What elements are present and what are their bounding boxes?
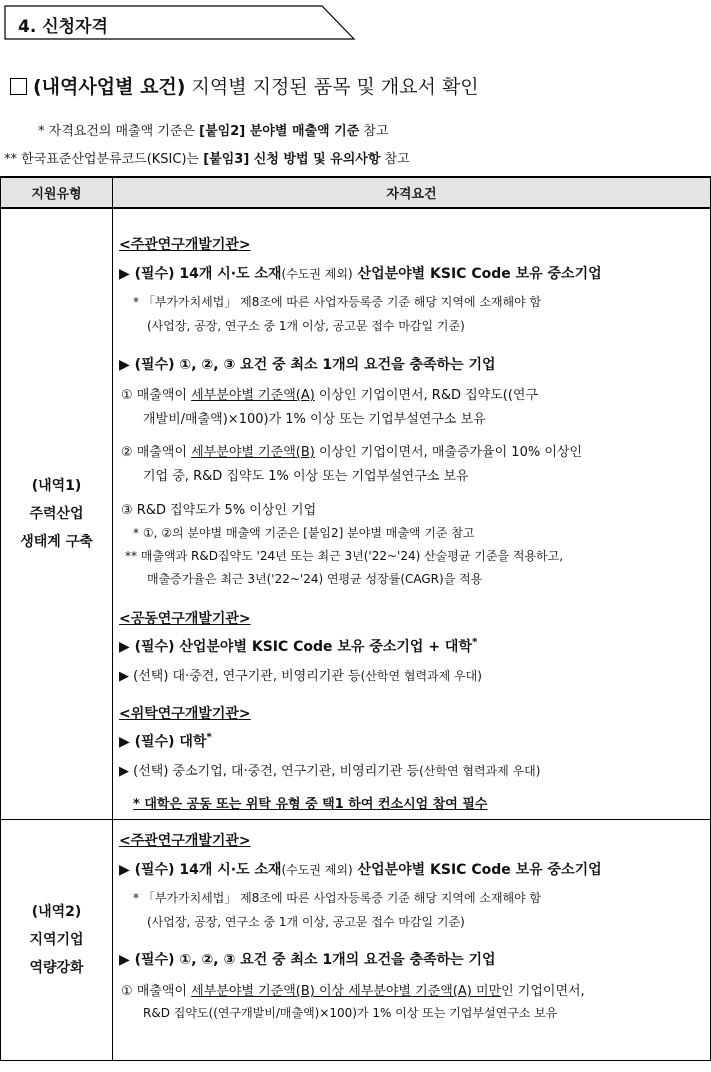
req-region: ▶ (필수) 14개 시·도 소재(수도권 제외) 산업분야별 KSIC Code 보유 중소기업	[119, 266, 602, 282]
type-cell-1: (내역1) 주력산업 생태계 구축	[1, 208, 113, 820]
criteria-note-2: ** 매출액과 R&D집약도 '24년 또는 최근 3년('22~'24) 산술평균 기준을 적용하고,	[125, 549, 564, 563]
requirements-heading	[10, 72, 479, 99]
heading-bold: (내역사업별 요건)	[33, 76, 186, 98]
req-criteria: ▶ (필수) ①, ②, ③ 요건 중 최소 1개의 요건을 충족하는 기업	[119, 952, 496, 968]
req-region-note: * 「부가가치세법」 제8조에 따른 사업자등록증 기준 해당 지역에 소재해야 함	[133, 295, 542, 309]
table-row	[1, 208, 711, 820]
consigned-optional: ▶ (선택) 중소기업, 대·중견, 연구기관, 비영리기관 등(산학연 협력과제 우대)	[119, 764, 541, 779]
note-ksic: ** 한국표준산업분류코드(KSIC)는 [붙임3] 신청 방법 및 유의사항 참고	[4, 152, 410, 167]
req-region: ▶ (필수) 14개 시·도 소재(수도권 제외) 산업분야별 KSIC Code 보유 중소기업	[119, 862, 602, 878]
criterion-2-cont: 기업 중, R&D 집약도 1% 이상 또는 기업부설연구소 보유	[143, 469, 469, 484]
requirements-cell-2	[113, 820, 711, 1061]
heading-rest: 지역별 지정된 품목 및 개요서 확인	[185, 76, 479, 98]
criterion-1: ① 매출액이 세부분야별 기준액(B) 이상 세부분야별 기준액(A) 미만인 기업이면서,	[121, 984, 585, 999]
joint-org-label: <공동연구개발기관>	[119, 611, 251, 627]
section-title: 4. 신청자격	[18, 17, 108, 37]
table-row	[1, 820, 711, 1061]
header-requirements: 자격요건	[113, 177, 711, 208]
criterion-1-cont: 개발비/매출액)×100)가 1% 이상 또는 기업부설연구소 보유	[143, 412, 486, 427]
criterion-1: ① 매출액이 세부분야별 기준액(A) 이상인 기업이면서, R&D 집약도((연구	[121, 388, 539, 403]
criterion-3: ③ R&D 집약도가 5% 이상인 기업	[121, 503, 317, 518]
note-sales-criteria: * 자격요건의 매출액 기준은 [붙임2] 분야별 매출액 기준 참고	[38, 124, 389, 139]
requirements-table	[0, 176, 711, 1061]
joint-optional: ▶ (선택) 대·중견, 연구기관, 비영리기관 등(산학연 협력과제 우대)	[119, 669, 482, 684]
type-cell-2: (내역2) 지역기업 역량강화	[1, 820, 113, 1061]
req-region-note: * 「부가가치세법」 제8조에 따른 사업자등록증 기준 해당 지역에 소재해야 함	[133, 891, 542, 905]
criterion-1-cont: R&D 집약도((연구개발비/매출액)×100)가 1% 이상 또는 기업부설연구소 보유	[143, 1006, 558, 1020]
university-note: * 대학은 공동 또는 위탁 유형 중 택1 하여 컨소시엄 참여 필수	[133, 797, 488, 812]
checkbox-square-icon	[10, 78, 27, 95]
criteria-note-3: 매출증가율은 최근 3년('22~'24) 연평균 성장률(CAGR)을 적용	[147, 572, 483, 586]
consigned-org-label: <위탁연구개발기관>	[119, 706, 251, 722]
header-support-type: 지원유형	[1, 177, 113, 208]
consigned-required: ▶ (필수) 대학*	[119, 731, 212, 750]
req-region-note-2: (사업장, 공장, 연구소 중 1개 이상, 공고문 접수 마감일 기준)	[147, 915, 465, 929]
req-criteria: ▶ (필수) ①, ②, ③ 요건 중 최소 1개의 요건을 충족하는 기업	[119, 357, 496, 373]
joint-required: ▶ (필수) 산업분야별 KSIC Code 보유 중소기업 + 대학*	[119, 636, 478, 655]
requirements-cell-1	[113, 208, 711, 820]
lead-org-label: <주관연구개발기관>	[119, 833, 251, 849]
req-region-note-2: (사업장, 공장, 연구소 중 1개 이상, 공고문 접수 마감일 기준)	[147, 319, 465, 333]
lead-org-label: <주관연구개발기관>	[119, 237, 251, 253]
criteria-note-1: * ①, ②의 분야별 매출액 기준은 [붙임2] 분야별 매출액 기준 참고	[133, 526, 475, 540]
criterion-2: ② 매출액이 세부분야별 기준액(B) 이상인 기업이면서, 매출증가율이 10% 이상인	[121, 445, 583, 460]
